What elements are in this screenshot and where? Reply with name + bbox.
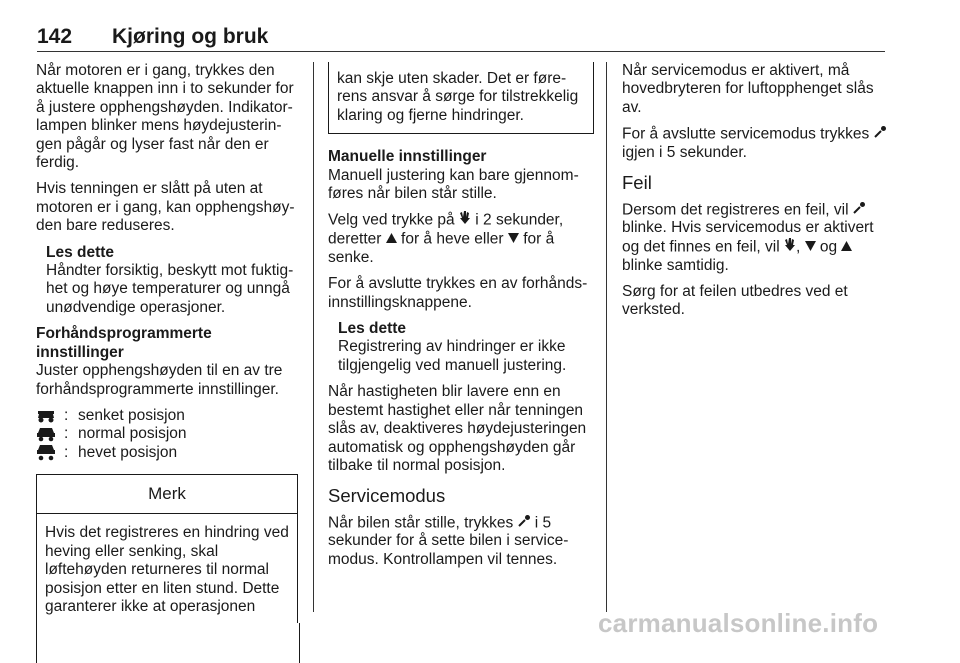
text-run: , (796, 238, 805, 256)
text-run: blinke. Hvis servicemodus er aktivert og det finnes en feil, vil (622, 219, 874, 256)
text-run: blinke samtidig. (622, 256, 729, 274)
paragraph (328, 211, 594, 267)
manual-adjust-icon (459, 211, 471, 229)
colon: : (64, 406, 69, 424)
column-1 (36, 62, 298, 623)
note-title: Les dette (338, 320, 407, 338)
paragraph: For å avslutte trykkes en av forhåndsinnstillingsknappene. (328, 275, 588, 311)
column-divider-2 (606, 62, 607, 612)
note-text: Håndter forsiktig, beskytt mot fuktighet og høye temperaturer og unngå unødvendige operasjoner. (46, 262, 294, 316)
paragraph: Sørg for at feilen utbedres ved et verksted. (622, 282, 848, 319)
box-text: Hvis det registreres en hindring ved heving eller senking, skal løftehøyden returneres til normal posisjon etter en liten stund. Dette garanterer ikke at operasjonen (45, 524, 289, 616)
paragraph: Hvis tenningen er slått på uten at motoren er i gang, kan opphengshøyden bare reduseres. (36, 180, 295, 235)
paragraph: Når servicemodus er aktivert, må hovedbryteren for luftopphenget slås av. (622, 62, 874, 116)
note-title: Les dette (46, 243, 115, 261)
paragraph (328, 514, 594, 570)
text-run: For å avslutte servicemodus trykkes (622, 125, 874, 143)
wrench-icon (518, 514, 531, 532)
triangle-down-icon (805, 238, 816, 256)
paragraph (622, 125, 888, 162)
car-lowered-icon (36, 409, 64, 423)
car-raised-icon (36, 445, 64, 461)
option-label: senket posisjon (78, 406, 185, 424)
box-side-lines (36, 623, 300, 663)
section-heading: Feil (622, 172, 652, 194)
paragraph: Juster opphengshøyden til en av tre forhåndsprogrammerte innstillinger. (36, 362, 283, 398)
note-block (46, 244, 298, 318)
option-label: hevet posisjon (78, 443, 178, 461)
box-title: Merk (37, 475, 297, 514)
section-heading: Servicemodus (328, 485, 446, 507)
car-normal-icon (36, 427, 64, 442)
colon: : (64, 443, 69, 461)
note-block (338, 320, 594, 375)
triangle-up-icon (841, 238, 852, 256)
subheading: Manuelle innstillinger (328, 148, 487, 166)
subheading: Forhåndsprogrammerte innstillinger (36, 325, 212, 361)
paragraph (622, 201, 888, 275)
column-3 (622, 62, 888, 328)
paragraph: Når motoren er i gang, trykkes den aktuelle knappen inn i to sekunder for å justere opphengshøyden. Indikatorlampen blinker mens høydejusteringen pågår og lyser fast når den er ferdig. (36, 62, 294, 172)
text-run: for å senke. (328, 230, 555, 266)
text-run: Velg ved trykke på (328, 211, 459, 229)
column-divider-1 (313, 62, 314, 612)
option-label: normal posisjon (78, 425, 187, 443)
column-2 (328, 62, 594, 577)
text-run: for å heve eller (396, 230, 508, 248)
page-header (37, 25, 885, 52)
colon: : (64, 425, 69, 443)
wrench-icon (853, 201, 866, 219)
manual-adjust-icon (784, 238, 796, 256)
triangle-up-icon (386, 230, 397, 248)
text-run: i 2 sekunder, deretter (328, 211, 564, 248)
triangle-down-icon (508, 230, 519, 248)
section-title: Kjøring og bruk (112, 25, 269, 48)
paragraph: Manuell justering kan bare gjennomføres når bilen står stille. (328, 166, 579, 203)
merk-box-continued: kan skje uten skader. Det er førerens ansvar å sørge for tilstrekkelig klaring og fjerne hindringer. (328, 62, 594, 134)
text-run: i 5 sekunder for å sette bilen i servicemodus. Kontrollampen vil tennes. (328, 514, 569, 568)
text-run: Når bilen står stille, trykkes (328, 514, 518, 532)
page-number: 142 (37, 25, 73, 48)
text-run: igjen i 5 sekunder. (622, 143, 747, 161)
note-text: Registrering av hindringer er ikke tilgjengelig ved manuell justering. (338, 338, 567, 374)
text-run: og (815, 238, 842, 256)
option-row (36, 407, 298, 425)
option-row (36, 425, 298, 443)
merk-box (36, 474, 298, 622)
wrench-icon (874, 125, 887, 143)
option-row (36, 444, 298, 462)
paragraph: Når hastigheten blir lavere enn en bestemt hastighet eller når tenningen slås av, deaktiveres høydejusteringen automatisk og opphengshøyden går tilbake til normal posisjon. (328, 383, 587, 474)
watermark: carmanualsonline.info (598, 608, 879, 638)
text-run: Dersom det registreres en feil, vil (622, 201, 853, 219)
